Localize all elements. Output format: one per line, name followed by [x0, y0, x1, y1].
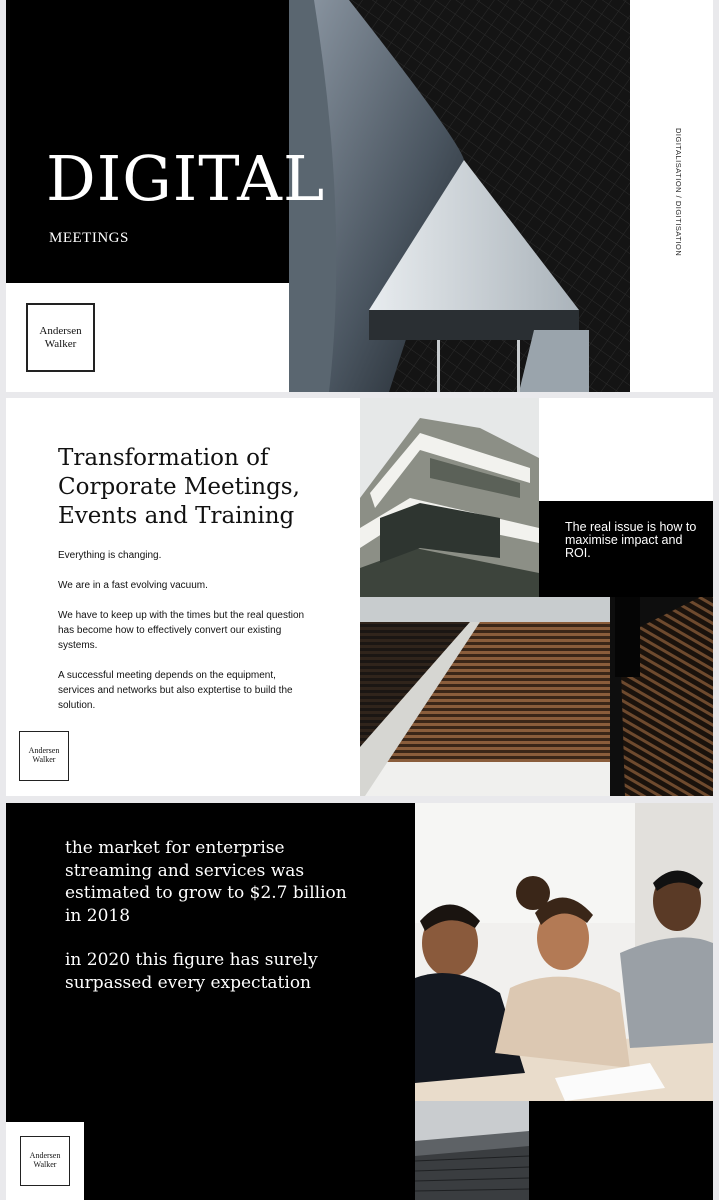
- wood-slats-photo: [360, 597, 713, 796]
- paragraph: We are in a fast evolving vacuum.: [58, 580, 208, 591]
- architecture-photo: [289, 0, 630, 392]
- andersen-walker-logo: [19, 731, 69, 781]
- vertical-caption-text: DIGITALISATION / DIGITISATION: [674, 128, 683, 257]
- meeting-people-photo: [415, 803, 713, 1101]
- slide-market: [6, 803, 713, 1200]
- paragraph: A successful meeting depends on the equipment, services and networks but also exptertise to build the solution.: [58, 670, 293, 711]
- logo-line2: Walker: [32, 755, 56, 764]
- building-photo: [360, 398, 539, 597]
- paragraph: the market for enterprise streaming and services was estimated to grow to $2.7 billion in 2018: [65, 838, 347, 926]
- market-statement: [65, 837, 365, 1016]
- heading-line: Corporate Meetings,: [58, 474, 300, 500]
- quote-text: The real issue is how to maximise impact and ROI.: [565, 520, 697, 560]
- logo-line1: Andersen: [28, 746, 60, 756]
- heading-line: Transformation of: [58, 445, 269, 471]
- quote-box: [539, 501, 713, 597]
- city-photo: [415, 1101, 529, 1200]
- logo-line2: Walker: [44, 337, 77, 350]
- slide-title: DIGITAL: [46, 142, 326, 215]
- logo-box: [16, 728, 74, 786]
- body-text: [58, 548, 308, 728]
- logo-line1: Andersen: [29, 1151, 61, 1161]
- logo-line1: Andersen: [39, 325, 82, 338]
- paragraph: Everything is changing.: [58, 550, 162, 561]
- logo-box: [6, 1122, 84, 1200]
- paragraph: We have to keep up with the times but the real question has become how to effectively convert our existing systems.: [58, 610, 305, 651]
- slide-transformation: [6, 398, 713, 796]
- paragraph: in 2020 this figure has surely surpassed every expectation: [65, 950, 318, 993]
- logo-line2: Walker: [33, 1160, 57, 1169]
- logo-box: [6, 283, 115, 392]
- side-panel: [630, 0, 713, 392]
- slide-subtitle: MEETINGS: [49, 230, 129, 246]
- heading-line: Events and Training: [58, 503, 295, 529]
- andersen-walker-logo: [26, 303, 95, 372]
- slide-heading: [58, 444, 348, 531]
- vertical-caption: [673, 128, 683, 328]
- slide-digital-meetings: [6, 0, 713, 392]
- andersen-walker-logo: [20, 1136, 70, 1186]
